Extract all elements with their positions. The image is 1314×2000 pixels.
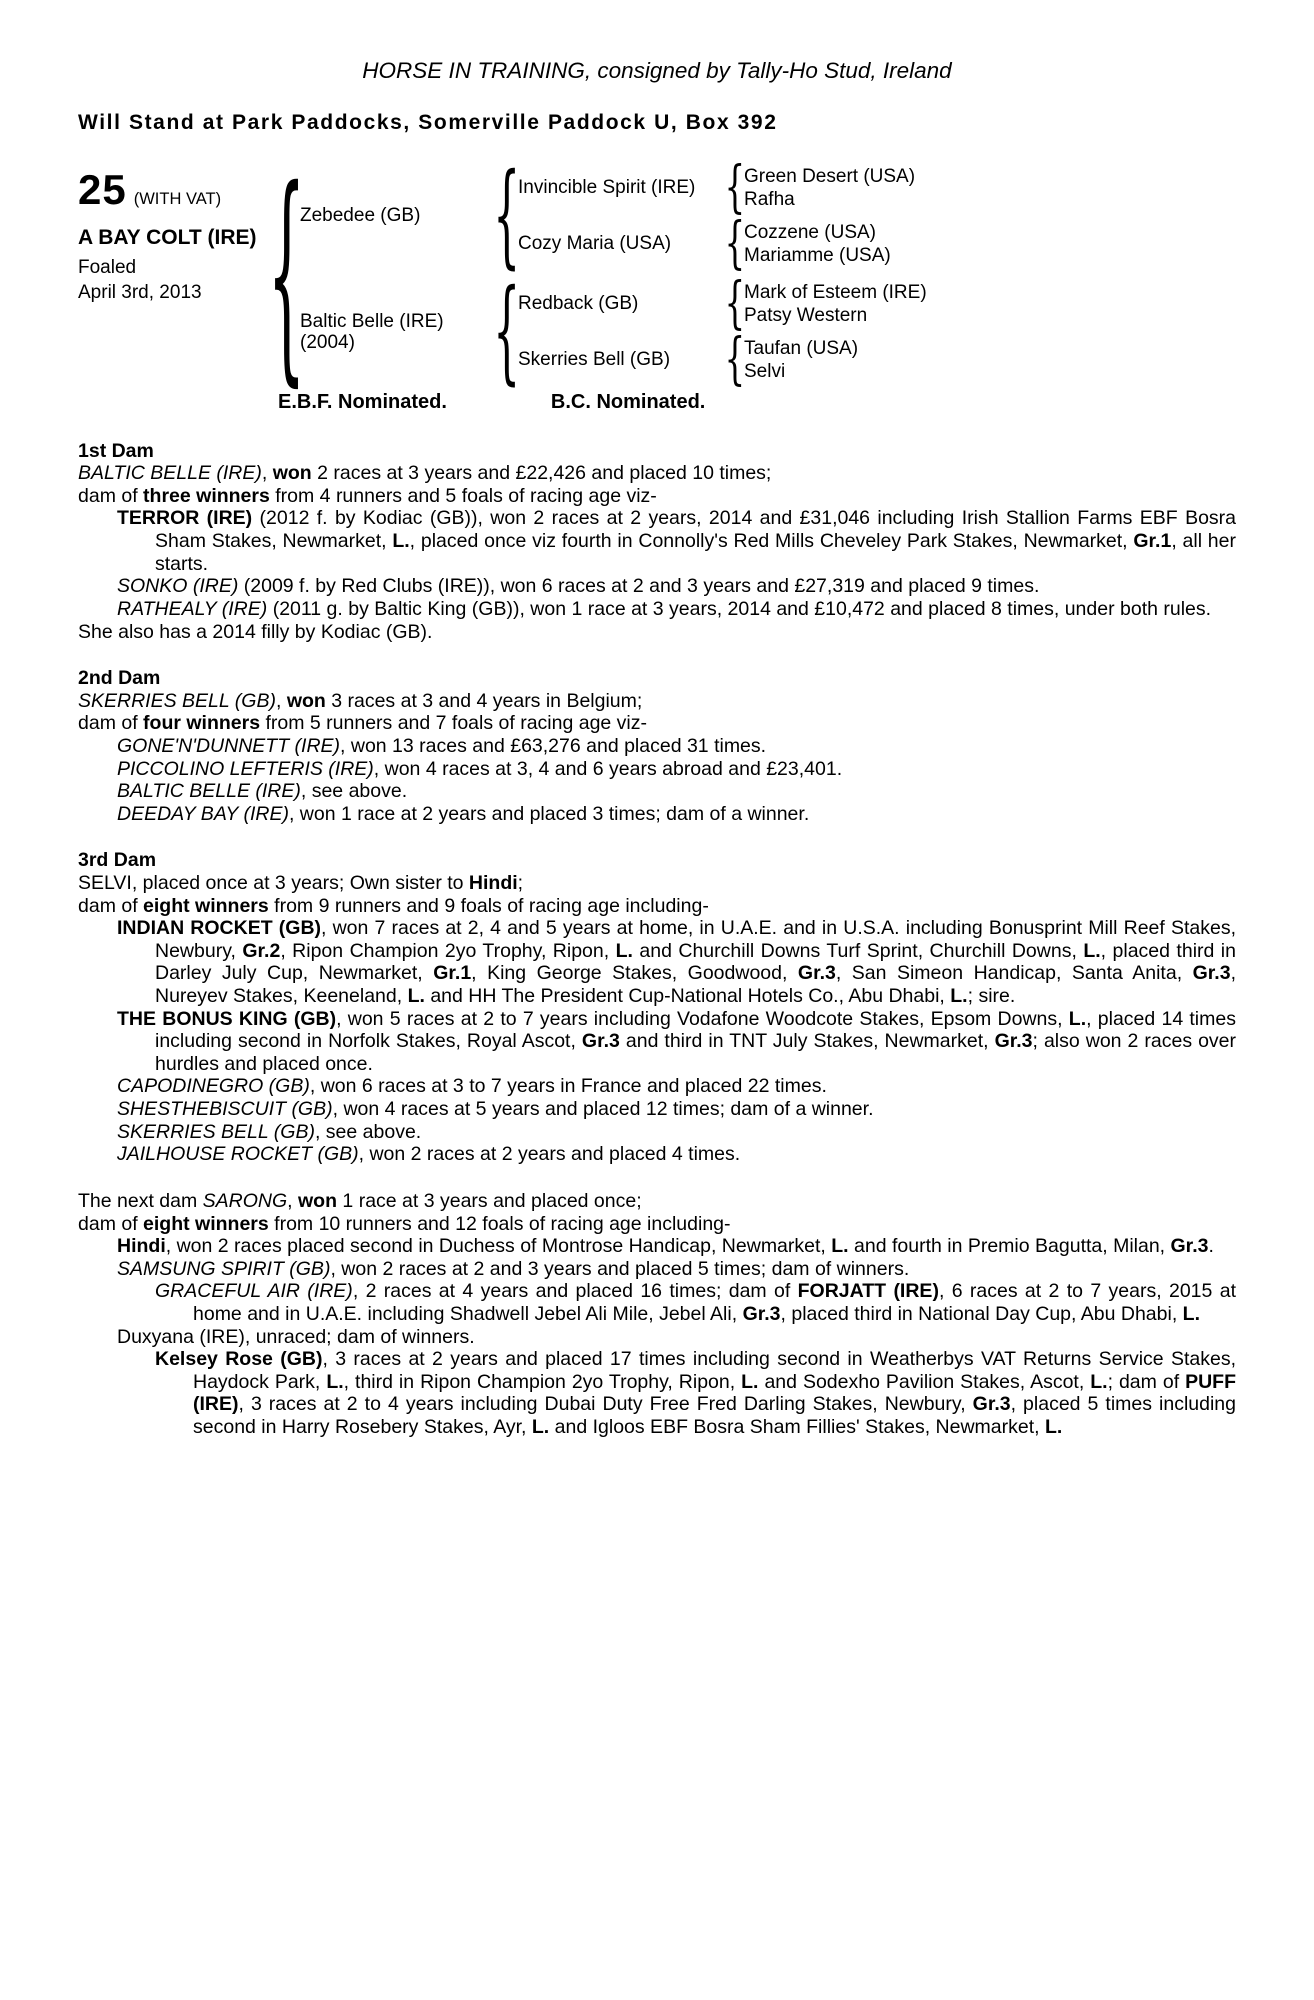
text-run: FORJATT (IRE) bbox=[797, 1280, 939, 1303]
text-run: 3 races at 3 and 4 years in Belgium; bbox=[325, 689, 643, 712]
text-run: Gr.1 bbox=[1133, 530, 1172, 553]
text-run: DEEDAY BAY (IRE) bbox=[117, 802, 289, 825]
text-run: PICCOLINO LEFTERIS (IRE) bbox=[117, 757, 374, 780]
text-run: , won 7 races at 2, 4 and 5 years at home, in U.A.E. and in U.S.A. including Bonusprint Mill Reef Stakes, Newbury, bbox=[155, 917, 1236, 962]
pedigree-paragraph bbox=[78, 1280, 1236, 1325]
text-run: RATHEALY (IRE) bbox=[117, 597, 268, 620]
sire-dam-branch bbox=[518, 210, 1236, 276]
pedigree-paragraph bbox=[78, 1098, 1236, 1121]
ebf-nominated: E.B.F. Nominated. bbox=[278, 390, 447, 413]
dam-sire-dam-name: Patsy Western bbox=[744, 304, 868, 326]
pedigree-brace: { bbox=[724, 210, 746, 276]
pedigree-brace: { bbox=[724, 270, 746, 336]
text-run: , 6 races at 2 to 7 years, 2015 at home and in U.A.E. including Shadwell Jebel Ali Mile, Jebel Ali, bbox=[193, 1280, 1236, 1325]
text-run: (2011 g. by Baltic King (GB)), won 1 race at 3 years, 2014 and £10,472 and placed 8 times, under both rules. bbox=[267, 597, 1212, 620]
pedigree-paragraph bbox=[78, 895, 1236, 918]
pedigree-paragraph bbox=[78, 1190, 1236, 1213]
sire-dam-dam-name: Mariamme (USA) bbox=[744, 244, 891, 266]
pedigree-paragraph bbox=[78, 1121, 1236, 1144]
text-run: (2009 f. by Red Clubs (IRE)), won 6 races at 2 and 3 years and £27,319 and placed 9 times. bbox=[238, 575, 1040, 598]
text-run: L. bbox=[392, 530, 410, 553]
vat-note: (WITH VAT) bbox=[133, 190, 222, 208]
sire-dam-name: Cozy Maria (USA) bbox=[518, 233, 672, 255]
sire-sire-sire-name: Green Desert (USA) bbox=[744, 165, 916, 187]
text-run: Gr.3 bbox=[797, 962, 836, 985]
pedigree-paragraph bbox=[78, 803, 1236, 826]
text-run: Duxyana (IRE), unraced; dam of winners. bbox=[117, 1325, 475, 1348]
dam-year: (2004) bbox=[300, 331, 355, 353]
text-run: eight winners bbox=[143, 894, 269, 917]
text-run: , Nureyev Stakes, Keeneland, bbox=[155, 962, 1236, 1008]
stand-location-line: Will Stand at Park Paddocks, Somerville Paddock U, Box 392 bbox=[78, 111, 778, 134]
text-run: from 4 runners and 5 foals of racing age viz- bbox=[269, 484, 657, 507]
text-run: , won 2 races at 2 and 3 years and placed 5 times; dam of winners. bbox=[330, 1257, 910, 1280]
foaled-label: Foaled bbox=[78, 257, 137, 278]
text-run: Gr.3 bbox=[581, 1030, 620, 1053]
pedigree-paragraph bbox=[78, 872, 1236, 895]
dam-section bbox=[78, 667, 1236, 825]
dam-section bbox=[78, 849, 1236, 1166]
text-run: SARONG bbox=[202, 1189, 288, 1212]
text-run: , bbox=[287, 1189, 299, 1212]
text-run: and Churchill Downs Turf Sprint, Churchill Downs, bbox=[632, 939, 1084, 962]
text-run: , bbox=[261, 462, 273, 485]
text-run: , won 2 races at 2 years and placed 4 times. bbox=[358, 1143, 741, 1166]
text-run: L. bbox=[950, 985, 968, 1008]
text-run: BALTIC BELLE (IRE) bbox=[78, 462, 262, 485]
pedigree-paragraph bbox=[78, 1235, 1236, 1258]
dam-dam-name: Skerries Bell (GB) bbox=[518, 349, 671, 371]
pedigree-paragraph bbox=[78, 1143, 1236, 1166]
text-run: , see above. bbox=[314, 1120, 422, 1143]
dam-section bbox=[78, 440, 1236, 643]
text-run: Gr.1 bbox=[433, 962, 472, 985]
text-run: ; sire. bbox=[967, 985, 1016, 1008]
text-run: L. bbox=[1044, 1416, 1063, 1438]
text-run: , won 4 races at 5 years and placed 12 times; dam of a winner. bbox=[332, 1098, 874, 1121]
text-run: Hindi bbox=[117, 1235, 166, 1258]
sire-branch bbox=[300, 149, 1236, 280]
text-run: PUFF (IRE) bbox=[193, 1370, 1236, 1416]
text-run: , San Simeon Handicap, Santa Anita, bbox=[835, 962, 1193, 985]
text-run: and third in TNT July Stakes, Newmarket, bbox=[619, 1030, 995, 1053]
text-run: , Ripon Champion 2yo Trophy, Ripon, bbox=[280, 939, 616, 962]
text-run: , King George Stakes, Goodwood, bbox=[471, 962, 798, 985]
sire-sire-dam-name: Rafha bbox=[744, 188, 795, 210]
text-run: TERROR (IRE) bbox=[117, 507, 253, 530]
text-run: (2012 f. by Kodiac (GB)), won 2 races at 2 years, 2014 and £31,046 including Irish Stallion Farms EBF Bosra Sham Stakes, Newmarket, bbox=[155, 507, 1237, 553]
text-run: dam of bbox=[78, 712, 144, 735]
text-run: four winners bbox=[143, 712, 261, 735]
text-run: L. bbox=[326, 1370, 344, 1393]
text-run: SAMSUNG SPIRIT (GB) bbox=[117, 1257, 331, 1280]
pedigree-paragraph bbox=[78, 507, 1236, 575]
text-run: won bbox=[272, 462, 312, 485]
consignor-line: HORSE IN TRAINING, consigned by Tally-Ho Stud, Ireland bbox=[362, 58, 952, 83]
sire-sire-name: Invincible Spirit (IRE) bbox=[518, 177, 696, 199]
text-run: Hindi bbox=[468, 871, 518, 894]
dam-dam-sire-name: Taufan (USA) bbox=[744, 337, 859, 359]
text-run: ; also won 2 races over hurdles and placed once. bbox=[155, 1030, 1237, 1075]
pedigree-paragraph bbox=[78, 690, 1236, 713]
text-run: and Igloos EBF Bosra Sham Fillies' Stakes, Newmarket, bbox=[549, 1416, 1045, 1438]
text-run: CAPODINEGRO (GB) bbox=[117, 1075, 310, 1098]
text-run: , placed third in Darley July Cup, Newmarket, bbox=[155, 939, 1236, 985]
dam-section-heading: 3rd Dam bbox=[78, 849, 157, 872]
foaled-date: April 3rd, 2013 bbox=[78, 282, 202, 303]
dam-sire-sire-name: Mark of Esteem (IRE) bbox=[744, 281, 927, 303]
text-run: L. bbox=[1090, 1370, 1108, 1393]
text-run: won bbox=[286, 689, 326, 712]
text-run: , third in Ripon Champion 2yo Trophy, Ripon, bbox=[343, 1370, 742, 1393]
pedigree-paragraph bbox=[78, 1213, 1236, 1236]
dam-sire-branch bbox=[518, 270, 1236, 336]
text-run: ; dam of bbox=[1107, 1370, 1186, 1393]
pedigree-paragraph bbox=[78, 1348, 1236, 1438]
pedigree-paragraph bbox=[78, 621, 1236, 644]
text-run: 2 races at 3 years and £22,426 and placed 10 times; bbox=[311, 462, 772, 485]
pedigree-paragraph bbox=[78, 758, 1236, 781]
dam-section-heading: 1st Dam bbox=[78, 439, 154, 462]
text-run: GRACEFUL AIR (IRE) bbox=[155, 1280, 353, 1303]
text-run: dam of bbox=[78, 1212, 144, 1235]
dam-section bbox=[78, 1190, 1236, 1439]
horse-name: A BAY COLT (IRE) bbox=[78, 226, 257, 249]
text-run: , all her starts. bbox=[155, 530, 1236, 575]
pedigree-paragraph bbox=[78, 1008, 1236, 1076]
text-run: , placed once viz fourth in Connolly's Red Mills Cheveley Park Stakes, Newmarket, bbox=[409, 530, 1134, 553]
dam-section-heading: 2nd Dam bbox=[78, 667, 161, 690]
pedigree-paragraph bbox=[78, 598, 1236, 621]
text-run: Gr.3 bbox=[972, 1393, 1011, 1416]
text-run: dam of bbox=[78, 894, 144, 917]
text-run: , bbox=[275, 689, 287, 712]
sire-dam-sire-name: Cozzene (USA) bbox=[744, 221, 876, 243]
text-run: L. bbox=[1068, 1007, 1087, 1030]
text-run: and HH The President Cup-National Hotels Co., Abu Dhabi, bbox=[424, 985, 951, 1008]
pedigree-brace: { bbox=[493, 265, 521, 396]
nominations-line bbox=[278, 391, 1236, 414]
pedigree-ancestors bbox=[300, 149, 1236, 396]
text-run: BALTIC BELLE (IRE) bbox=[117, 780, 301, 803]
lot-number: 25 bbox=[78, 166, 127, 213]
dam-dam-dam-name: Selvi bbox=[744, 360, 786, 382]
text-run: , 3 races at 2 years and placed 17 times including second in Weatherbys VAT Returns Service Stakes, Haydock Park, bbox=[193, 1348, 1236, 1393]
text-run: . bbox=[1208, 1235, 1214, 1258]
text-run: and fourth in Premio Bagutta, Milan, bbox=[848, 1235, 1171, 1258]
text-run: L. bbox=[741, 1370, 759, 1393]
text-run: GONE'N'DUNNETT (IRE) bbox=[117, 734, 341, 757]
text-run: SHESTHEBISCUIT (GB) bbox=[117, 1098, 333, 1121]
sire-name: Zebedee (GB) bbox=[300, 205, 421, 227]
pedigree-brace: { bbox=[724, 326, 746, 392]
dam-name: Baltic Belle (IRE) (2004) bbox=[300, 311, 496, 353]
text-run: She also has a 2014 filly by Kodiac (GB). bbox=[78, 620, 433, 643]
text-run: SONKO (IRE) bbox=[117, 575, 239, 598]
pedigree-paragraph bbox=[78, 1326, 1236, 1349]
text-run: L. bbox=[831, 1235, 849, 1258]
text-run: three winners bbox=[143, 484, 270, 507]
text-run: , won 6 races at 3 to 7 years in France and placed 22 times. bbox=[309, 1075, 827, 1098]
text-run: , won 4 races at 3, 4 and 6 years abroad and £23,401. bbox=[373, 757, 843, 780]
lot-info bbox=[78, 165, 274, 383]
text-run: L. bbox=[531, 1416, 550, 1438]
text-run: , won 2 races placed second in Duchess of Montrose Handicap, Newmarket, bbox=[165, 1235, 832, 1258]
text-run: L. bbox=[1182, 1302, 1201, 1325]
text-run: THE BONUS KING (GB) bbox=[117, 1007, 337, 1030]
pedigree-paragraph bbox=[78, 1258, 1236, 1281]
text-run: SKERRIES BELL (GB) bbox=[117, 1120, 315, 1143]
text-run: , won 1 race at 2 years and placed 3 times; dam of a winner. bbox=[288, 802, 810, 825]
pedigree-paragraph bbox=[78, 1075, 1236, 1098]
text-run: , placed third in National Day Cup, Abu Dhabi, bbox=[780, 1302, 1183, 1325]
pedigree-paragraph bbox=[78, 780, 1236, 803]
text-run: L. bbox=[615, 939, 633, 962]
text-run: The next dam bbox=[78, 1189, 203, 1212]
pedigree-paragraph bbox=[78, 712, 1236, 735]
pedigree-paragraph bbox=[78, 462, 1236, 485]
text-run: SKERRIES BELL (GB) bbox=[78, 689, 276, 712]
text-run: and Sodexho Pavilion Stakes, Ascot, bbox=[758, 1370, 1091, 1393]
text-run: from 10 runners and 12 foals of racing age including- bbox=[268, 1212, 731, 1235]
text-run: Gr.3 bbox=[994, 1030, 1033, 1053]
pedigree-brace: { bbox=[724, 155, 746, 220]
text-run: from 5 runners and 7 foals of racing age viz- bbox=[260, 712, 648, 735]
pedigree-brace: { bbox=[268, 140, 306, 407]
text-run: , 2 races at 4 years and placed 16 times; dam of bbox=[352, 1280, 798, 1303]
text-run: , placed 5 times including second in Harry Rosebery Stakes, Ayr, bbox=[193, 1393, 1236, 1438]
text-run: Gr.3 bbox=[1192, 962, 1231, 985]
text-run: , won 13 races and £63,276 and placed 31 times. bbox=[340, 734, 767, 757]
dam-sire-name: Redback (GB) bbox=[518, 293, 639, 315]
bc-nominated: B.C. Nominated. bbox=[550, 390, 706, 413]
text-run: , 3 races at 2 to 4 years including Dubai Duty Free Fred Darling Stakes, Newbury, bbox=[238, 1393, 973, 1416]
text-run: JAILHOUSE ROCKET (GB) bbox=[117, 1143, 359, 1166]
text-run: eight winners bbox=[143, 1212, 269, 1235]
text-run: Kelsey Rose (GB) bbox=[155, 1348, 323, 1371]
text-run: 1 race at 3 years and placed once; bbox=[337, 1189, 642, 1212]
text-run: ; bbox=[517, 871, 524, 894]
text-run: L. bbox=[1083, 939, 1101, 962]
pedigree-brace: { bbox=[493, 149, 521, 280]
text-run: from 9 runners and 9 foals of racing age including- bbox=[268, 894, 709, 917]
text-run: Gr.3 bbox=[742, 1302, 781, 1325]
dam-sections bbox=[78, 440, 1236, 1439]
text-run: , won 5 races at 2 to 7 years including Vodafone Woodcote Stakes, Epsom Downs, bbox=[336, 1007, 1069, 1030]
text-run: , placed 14 times including second in Norfolk Stakes, Royal Ascot, bbox=[155, 1007, 1236, 1053]
pedigree-paragraph bbox=[78, 917, 1236, 1007]
text-run: dam of bbox=[78, 484, 144, 507]
dam-branch bbox=[300, 265, 1236, 396]
pedigree-paragraph bbox=[78, 575, 1236, 598]
text-run: Gr.2 bbox=[242, 939, 281, 962]
text-run: INDIAN ROCKET (GB) bbox=[117, 917, 322, 940]
text-run: Gr.3 bbox=[1170, 1235, 1209, 1258]
text-run: won bbox=[298, 1189, 338, 1212]
pedigree-paragraph bbox=[78, 485, 1236, 508]
text-run: , see above. bbox=[300, 780, 408, 803]
text-run: L. bbox=[407, 985, 425, 1008]
text-run: SELVI, placed once at 3 years; Own sister to bbox=[78, 871, 469, 894]
dam-dam-branch bbox=[518, 326, 1236, 392]
sire-sire-branch bbox=[518, 155, 1236, 220]
pedigree-paragraph bbox=[78, 735, 1236, 758]
